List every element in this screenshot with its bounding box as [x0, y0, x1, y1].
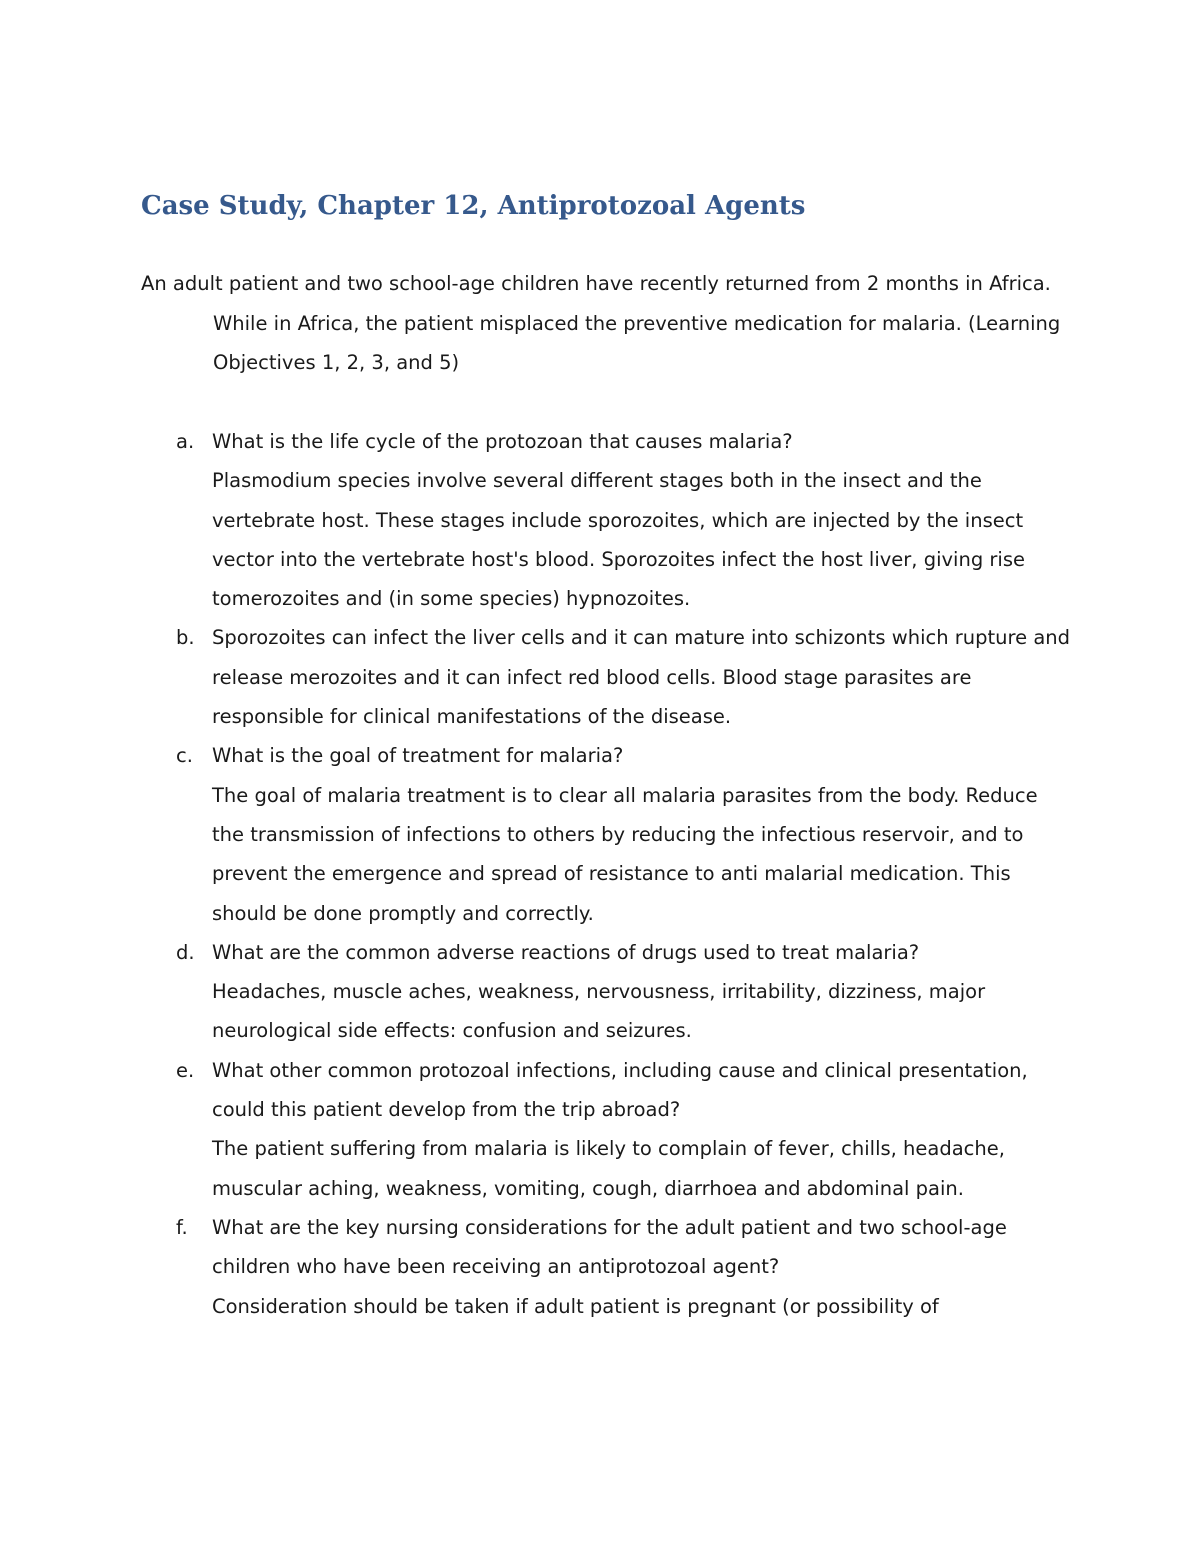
page-title: Case Study, Chapter 12, Antiprotozoal Agents: [141, 191, 806, 221]
list-item-c: [141, 736, 1071, 932]
question-text: What other common protozoal infections, including cause and clinical presentation, could this patient develop from the trip abroad?: [212, 1058, 1028, 1122]
list-marker: c.: [176, 744, 193, 768]
answer-text: The goal of malaria treatment is to clear all malaria parasites from the body. Reduce the transmission of infections to others by reducing the infectious reservoir, and to prevent the emergence and spread of resistance to anti malarial medication. This should be done promptly and correctly.: [212, 783, 1038, 925]
answer-text: Plasmodium species involve several different stages both in the insect and the vertebrate host. These stages include sporozoites, which are injected by the insect vector into the vertebrate host's blood. Sporozoites infect the host liver, giving rise tomerozoites and (in some species) hypnozoites.: [212, 469, 1025, 611]
question-text: Sporozoites can infect the liver cells and it can mature into schizonts which rupture and release merozoites and it can infect red blood cells. Blood stage parasites are responsible for clinical manifestations of the disease.: [212, 626, 1070, 729]
question-text: What is the goal of treatment for malaria?: [212, 744, 624, 768]
list-marker: f.: [176, 1215, 188, 1239]
question-text: What is the life cycle of the protozoan that causes malaria?: [212, 430, 793, 453]
list-item-a: [141, 422, 1071, 618]
list-marker: e.: [176, 1058, 195, 1082]
list-item-d: [141, 933, 1071, 1051]
list-item-f: [141, 1208, 1071, 1326]
answer-text: The patient suffering from malaria is likely to complain of fever, chills, headache, muscular aching, weakness, vomiting, cough, diarrhoea and abdominal pain.: [212, 1137, 1005, 1200]
answer-text: Consideration should be taken if adult patient is pregnant (or possibility of: [212, 1294, 939, 1318]
question-text: What are the key nursing considerations for the adult patient and two school-age children who have been receiving an antiprotozoal agent?: [212, 1215, 1007, 1279]
list-item-e: [141, 1051, 1071, 1208]
list-marker: d.: [176, 940, 195, 964]
list-item-b: [141, 618, 1071, 736]
case-intro-paragraph: An adult patient and two school-age children have recently returned from 2 months in Africa. While in Africa, the patient misplaced the preventive medication for malaria. (Learning Objectives 1, 2, 3, and 5): [141, 272, 1061, 374]
question-text: What are the common adverse reactions of drugs used to treat malaria?: [212, 940, 920, 964]
answer-text: Headaches, muscle aches, weakness, nervousness, irritability, dizziness, major neurological side effects: confusion and seizures.: [212, 980, 986, 1043]
list-marker: b.: [176, 626, 195, 650]
list-marker: a.: [176, 430, 195, 453]
question-list: [141, 422, 1071, 1326]
